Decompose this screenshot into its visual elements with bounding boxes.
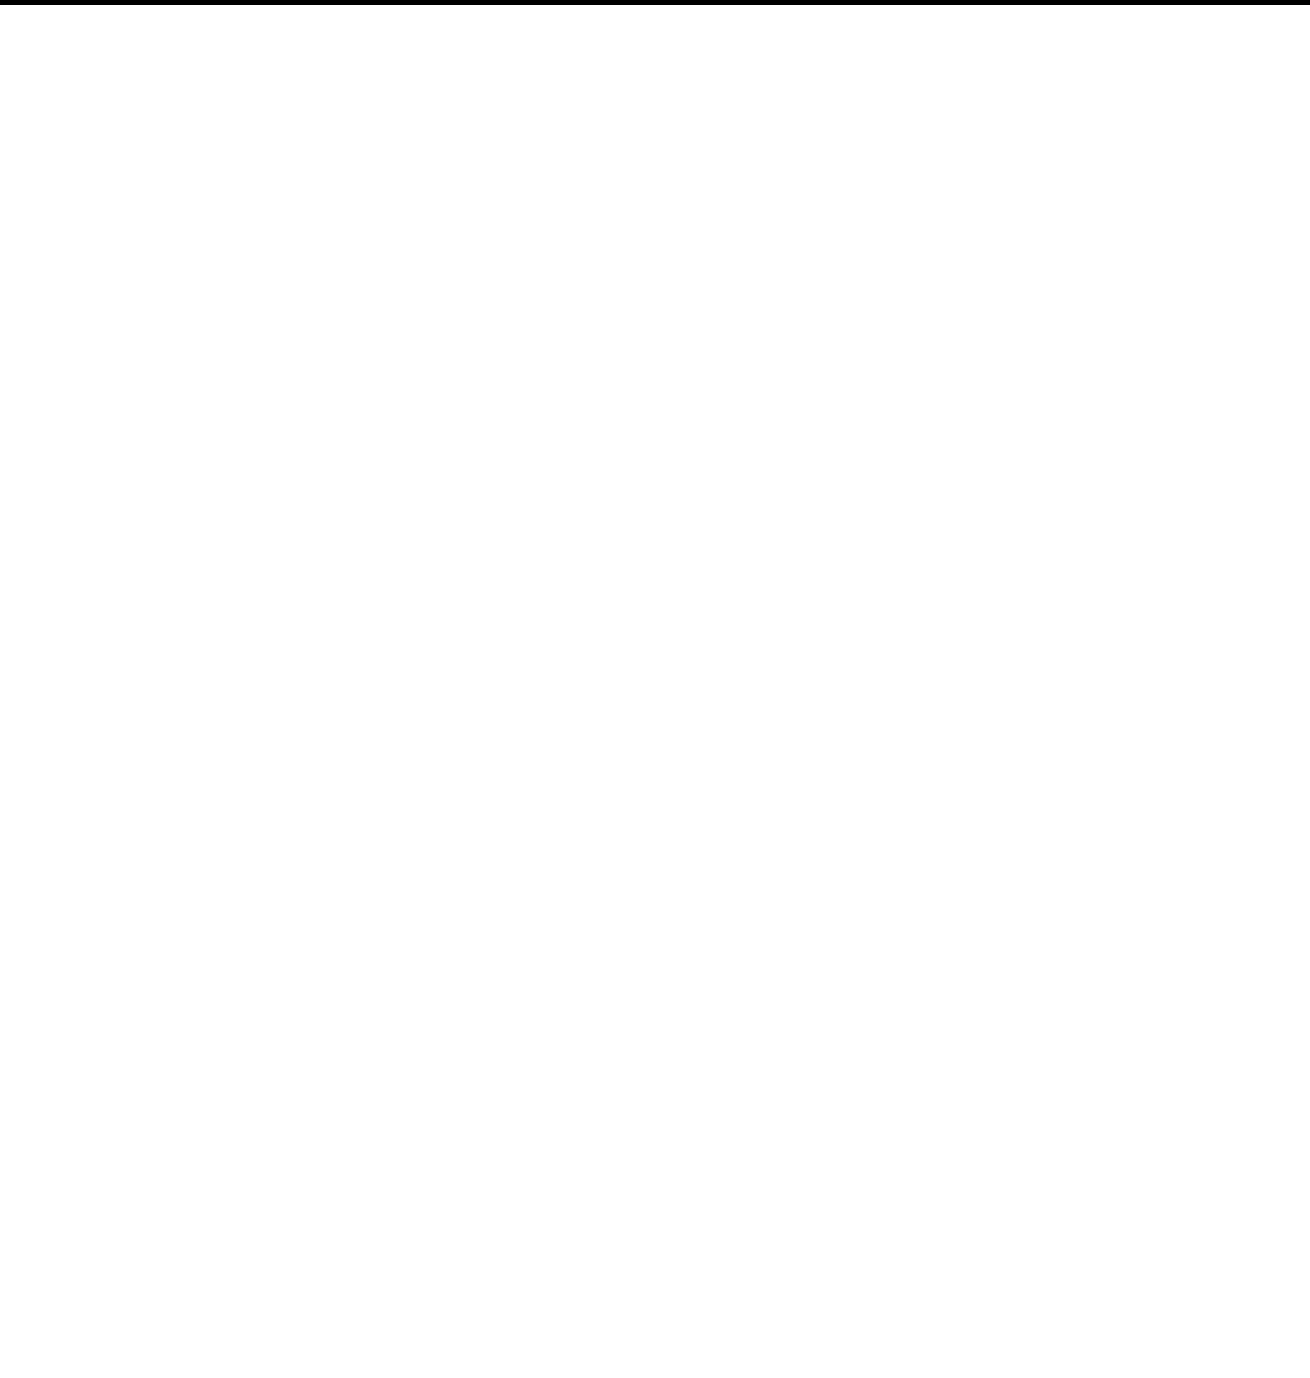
specialization-table: [0, 0, 1310, 5]
